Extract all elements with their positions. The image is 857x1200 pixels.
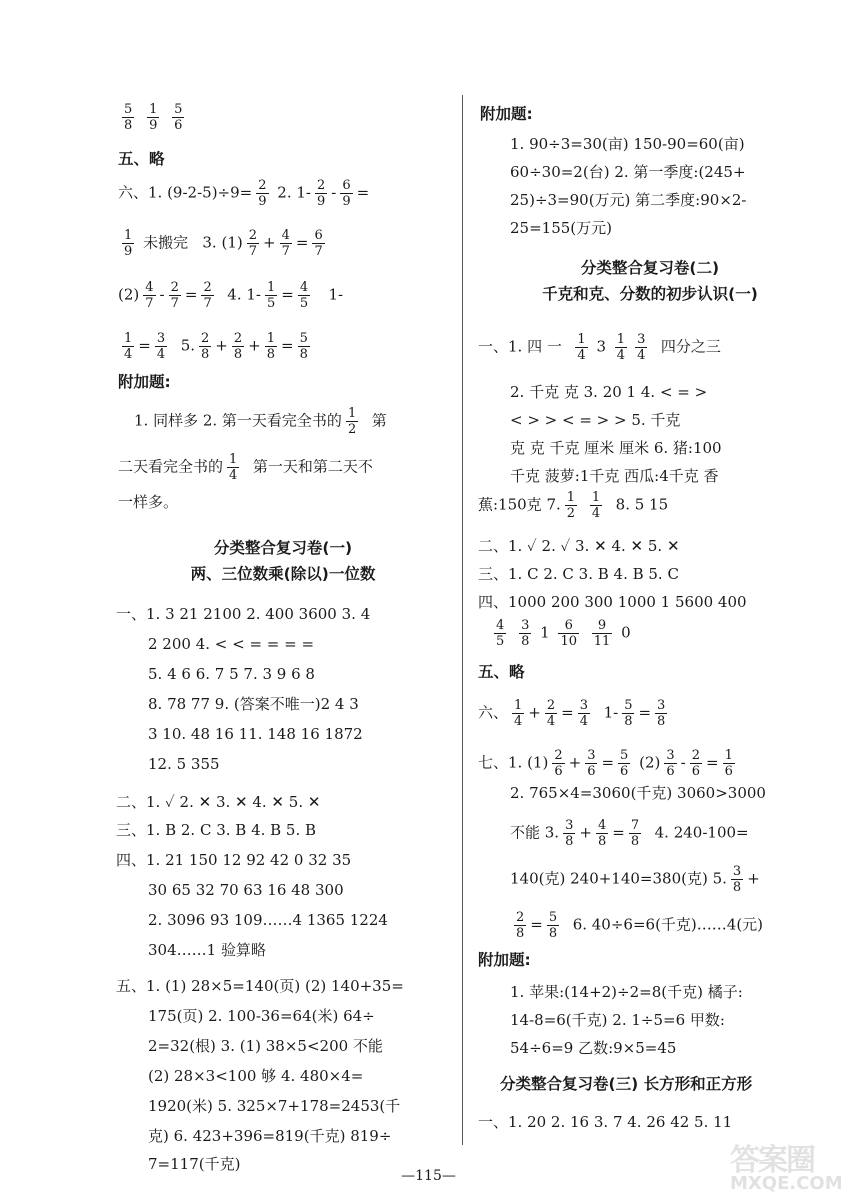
last-line: 一、1. 20 2. 16 3. 7 4. 26 42 5. 11 [478,1113,733,1131]
answer-line: < > > < = > > 5. 千克 [510,411,681,429]
answer-line: 二、1. ✓ 2. ✓ 3. ✕ 4. ✕ 5. ✕ [478,537,680,555]
section-seven-line4: 140(克) 240+140=380(克) 5. $\frac{3}{8}$ + [510,864,760,895]
answer-line: 60÷30=2(台) 2. 第一季度:(245+ [510,163,746,181]
bonus-line1: 1. 同样多 2. 第一天看完全书的 $\frac{1}{2}$ 第 [134,406,387,437]
answer-line: 54÷6=9 乙数:9×5=45 [510,1039,677,1057]
section-five: 五、略 [118,150,165,168]
answer-line: 25=155(万元) [510,219,612,237]
answer-line: 3 10. 48 16 11. 148 16 1872 [148,725,363,743]
bonus-heading: 附加题: [480,105,533,123]
section-four-fractions: $\frac{4}{5}$ $\frac{3}{8}$ 1 $\frac{6}{10}$ $\frac{9}{11}$ 0 [496,618,631,649]
section-six: 六、 $\frac{1}{4}$ + $\frac{2}{4}$ = $\frac{3}{4}$ 1- $\frac{5}{8}$ = $\frac{3}{8}$ [478,698,666,729]
section-title-3: 分类整合复习卷(三) 长方形和正方形 [500,1075,753,1093]
fraction: $\frac{5}{8}$ [124,102,133,133]
answer-line: 2. 3096 93 109……4 1365 1224 [148,911,388,929]
section-subtitle: 千克和克、分数的初步认识(一) [542,285,758,303]
answer-line: 千克 菠萝:1千克 西瓜:4千克 香 [510,467,719,485]
section-six-line4: $\frac{1}{4}$ = $\frac{3}{4}$ 5. $\frac{2}{8}$ + $\frac{2}{8}$ + $\frac{1}{8}$ = $\frac{5}{8}$ [124,331,308,362]
section-subtitle: 两、三位数乘(除以)一位数 [190,565,376,583]
banana-line: 蕉:150克 7. $\frac{1}{2}$ $\frac{1}{4}$ 8. 5 15 [478,490,669,521]
bonus-line2: 二天看完全书的 $\frac{1}{4}$ 第一天和第二天不 [118,452,373,483]
answer-line: 2. 千克 克 3. 20 1 4. < = > [510,383,708,401]
answer-line: 2=32(根) 3. (1) 38×5<200 不能 [148,1037,383,1055]
section-title: 分类整合复习卷(一) [213,539,353,557]
answer-line: 5. 4 6 6. 7 5 7. 3 9 6 8 [148,665,315,683]
page-number: —115— [401,1168,456,1184]
answer-line: 304……1 验算略 [148,941,266,959]
section-seven-line5: $\frac{2}{8}$ = $\frac{5}{8}$ 6. 40÷6=6(千克)……4(元) [516,910,764,941]
answer-line: 一、1. 3 21 2100 2. 400 3600 3. 4 [116,605,371,623]
section-title: 分类整合复习卷(二) [580,259,720,277]
answer-line: 8. 78 77 9. (答案不唯一)2 4 3 [148,695,359,713]
answer-line: 克) 6. 423+396=819(千克) 819÷ [148,1127,392,1145]
answer-line: 175(页) 2. 100-36=64(米) 64÷ [148,1007,375,1025]
answer-line: 1. 90÷3=30(亩) 150-90=60(亩) [510,135,745,153]
answer-line: 2 200 4. < < = = = = [148,635,315,653]
section-five: 五、略 [478,663,525,681]
answer-line: 7=117(千克) [148,1155,241,1173]
answer-line: 1. 苹果:(14+2)÷2=8(千克) 橘子: [510,983,743,1001]
answer-line: 14-8=6(千克) 2. 1÷5=6 甲数: [510,1011,725,1029]
watermark-logo: 答案圈 MXQE.COM [730,1143,843,1194]
answer-line: (2) 28×3<100 够 4. 480×4= [148,1067,364,1085]
column-divider [462,95,463,1145]
bonus-heading-2: 附加题: [478,951,531,969]
section-six-line3: (2) $\frac{4}{7}$ - $\frac{2}{7}$ = $\frac{2}{7}$ 4. 1- $\frac{1}{5}$ = $\frac{4}{5}$ 1- [118,280,344,311]
section-seven-line3: 不能 3. $\frac{3}{8}$ + $\frac{4}{8}$ = $\frac{7}{8}$ 4. 240-100= [510,818,749,849]
section-one-line1: 一、1. 四 一 $\frac{1}{4}$ 3 $\frac{1}{4}$ $\frac{3}{4}$ 四分之三 [478,332,721,363]
section-seven-line2: 2. 765×4=3060(千克) 3060>3000 [510,784,766,802]
section-six-line1: 六、1. (9-2-5)÷9= $\frac{2}{9}$ 2. 1- $\frac{2}{9}$ - $\frac{6}{9}$ = [118,178,370,209]
answer-line: 三、1. B 2. C 3. B 4. B 5. B [116,821,317,839]
answer-line: 三、1. C 2. C 3. B 4. B 5. C [478,565,679,583]
fraction: $\frac{5}{6}$ [174,102,183,133]
answer-line: 四、1. 21 150 12 92 42 0 32 35 [116,851,352,869]
answer-line: 二、1. ✓ 2. ✕ 3. ✕ 4. ✕ 5. ✕ [116,793,321,811]
section-six-line2: $\frac{1}{9}$ 未搬完 3. (1) $\frac{2}{7}$ + $\frac{4}{7}$ = $\frac{6}{7}$ [124,228,323,259]
answer-line: 25)÷3=90(万元) 第二季度:90×2- [510,191,747,209]
answer-line: 五、1. (1) 28×5=140(页) (2) 140+35= [116,977,404,995]
bonus-line3: 一样多。 [118,493,179,511]
fraction: $\frac{1}{9}$ [149,102,158,133]
section-seven-line1: 七、1. (1) $\frac{2}{6}$ + $\frac{3}{6}$ = $\frac{5}{6}$ (2) $\frac{3}{6}$ - $\frac{2}{6}$ = $\frac{1}{6}$ [478,748,733,779]
bonus-heading: 附加题: [118,373,171,391]
answer-line: 四、1000 200 300 1000 1 5600 400 [478,593,747,611]
fraction-row-top [118,102,188,133]
answer-line: 30 65 32 70 63 16 48 300 [148,881,344,899]
answer-line: 1920(米) 5. 325×7+178=2453(千 [148,1097,401,1115]
answer-line: 克 克 千克 厘米 厘米 6. 猪:100 [510,439,722,457]
answer-line: 12. 5 355 [148,755,220,773]
